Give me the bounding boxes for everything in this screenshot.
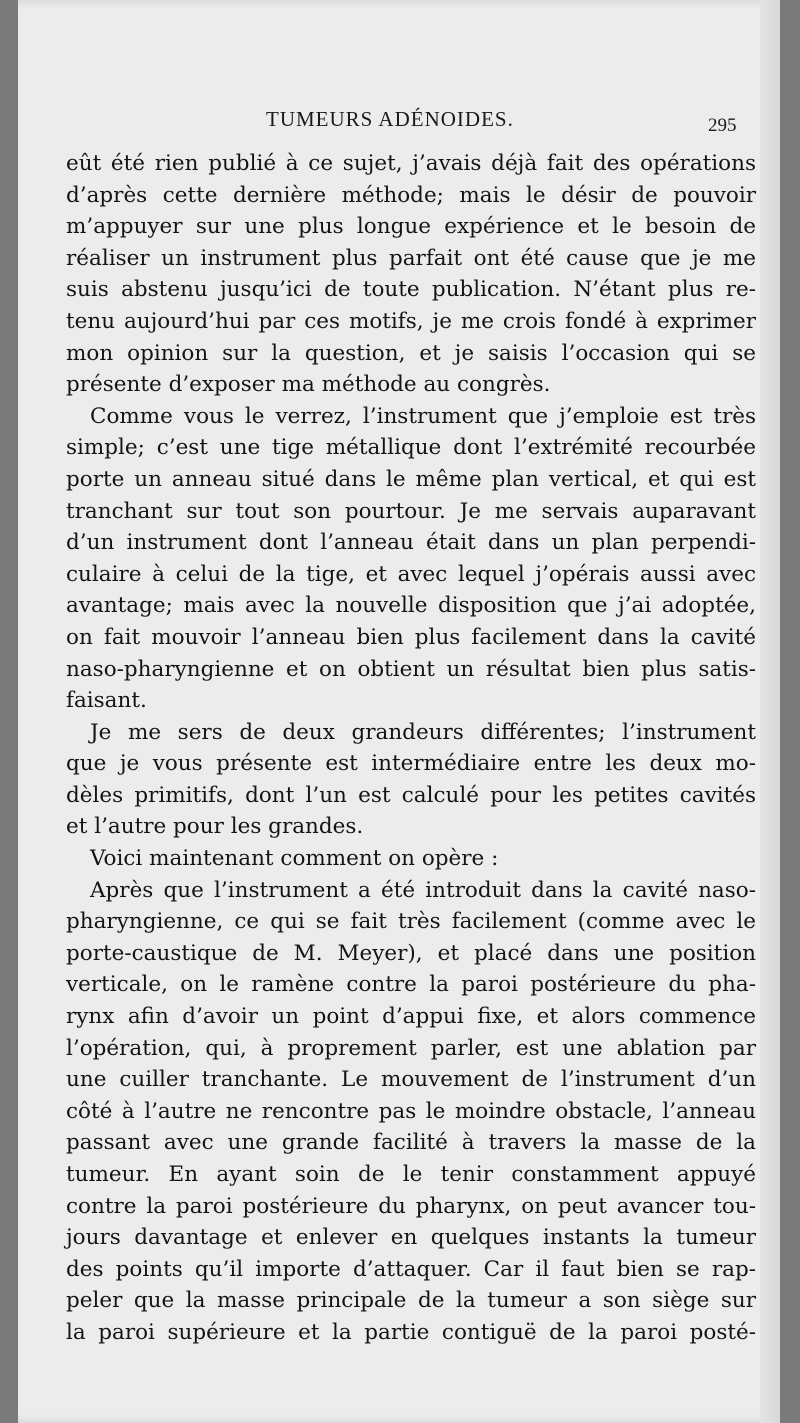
page-edge-shadow [760,0,780,1423]
text-line: faisant. [66,688,147,714]
running-title: TUMEURS ADÉNOIDES. [266,107,514,131]
text-line: avantage; mais avec la nouvelle disposition que j’ai adoptée, [66,593,756,619]
text-line: d’après cette dernière méthode; mais le désir de pouvoir [66,182,756,208]
text-line: pharyngienne, ce qui se fait très facilement (comme avec le [66,909,756,935]
book-page [18,0,780,1423]
text-line: que je vous présente est intermédiaire entre les deux mo- [66,751,756,777]
text-line: peler que la masse principale de la tumeur a son siège sur [66,1288,756,1314]
text-line: dèles primitifs, dont l’un est calculé pour les petites cavités [66,782,756,808]
text-line: des points qu’il importe d’attaquer. Car il faut bien se rap- [66,1256,756,1282]
text-line: simple; c’est une tige métallique dont l’extrémité recourbée [66,435,756,461]
text-line: m’appuyer sur une plus longue expérience et le besoin de [66,214,756,240]
text-line: contre la paroi postérieure du pharynx, on peut avancer tou- [66,1193,756,1219]
text-line: l’opération, qui, à proprement parler, est une ablation par [66,1035,756,1061]
text-line: la paroi supérieure et la partie contiguë de la paroi posté- [66,1319,756,1345]
text-line: culaire à celui de la tige, et avec lequel j’opérais aussi avec [66,561,756,587]
text-line: porte-caustique de M. Meyer), et placé dans une position [66,940,756,966]
text-line: Voici maintenant comment on opère : [90,846,499,872]
text-line: présente d’exposer ma méthode au congrès. [66,372,551,398]
text-line: passant avec une grande facilité à travers la masse de la [66,1130,756,1156]
text-line: et l’autre pour les grandes. [66,814,364,840]
text-line: naso-pharyngienne et on obtient un résultat bien plus satis- [66,656,756,682]
text-line: Après que l’instrument a été introduit dans la cavité naso- [90,877,756,903]
text-line: d’un instrument dont l’anneau était dans un plan perpendi- [66,530,756,556]
text-line: réaliser un instrument plus parfait ont été cause que je me [66,245,756,271]
text-line: suis abstenu jusqu’ici de toute publication. N’étant plus re- [66,277,756,303]
text-line: tenu aujourd’hui par ces motifs, je me crois fondé à exprimer [66,308,756,334]
text-line: tranchant sur tout son pourtour. Je me servais auparavant [66,498,756,524]
text-line: rynx afin d’avoir un point d’appui fixe, et alors commence [66,1004,756,1030]
text-line: on fait mouvoir l’anneau bien plus facilement dans la cavité [66,624,756,650]
page-header [18,105,780,139]
text-line: côté à l’autre ne rencontre pas le moindre obstacle, l’anneau [66,1098,756,1124]
text-line: Comme vous le verrez, l’instrument que j’emploie est très [90,403,756,429]
body-text [66,148,756,1349]
text-line: jours davantage et enlever en quelques instants la tumeur [66,1225,756,1251]
text-line: Je me sers de deux grandeurs différentes; l’instrument [90,719,756,745]
text-line: tumeur. En ayant soin de le tenir constamment appuyé [66,1162,756,1187]
text-line: porte un anneau situé dans le même plan vertical, et qui est [66,466,756,492]
text-line: une cuiller tranchante. Le mouvement de l’instrument d’un [66,1067,756,1093]
page-number: 295 [708,115,737,136]
text-line: verticale, on le ramène contre la paroi postérieure du pha- [66,972,756,998]
text-line: eût été rien publié à ce sujet, j’avais déjà fait des opérations [66,151,756,176]
text-line: mon opinion sur la question, et je saisis l’occasion qui se [66,340,756,366]
